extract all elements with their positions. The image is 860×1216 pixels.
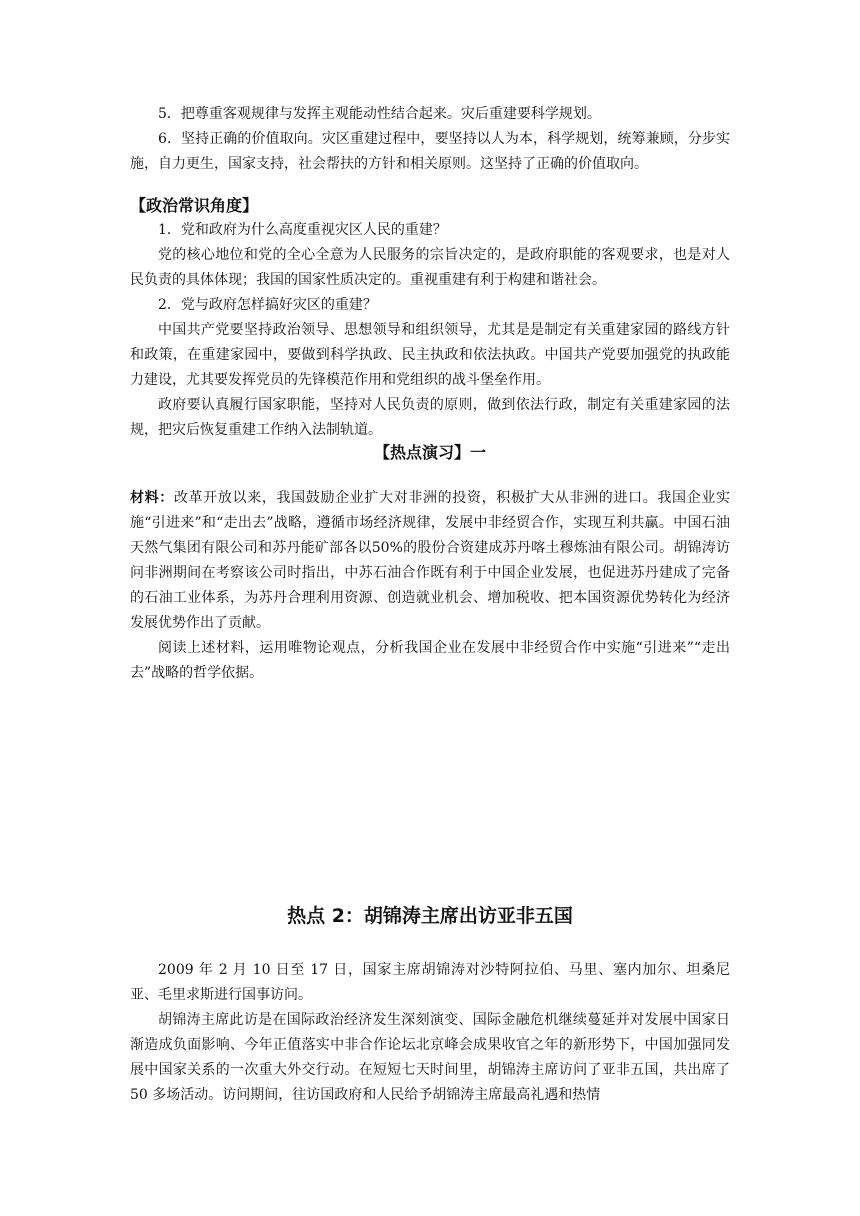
material-text: 改革开放以来，我国鼓励企业扩大对非洲的投资，积极扩大从非洲的进口。我国企业实施“引进来”和“走出去”战略，遵循市场经济规律，发展中非经贸合作，实现互利共赢。中国石油天然气集团有限公司和苏丹能矿部各以50%的股份合资建成苏丹喀土穆炼油有限公司。胡锦涛访问非洲期间在考察该公司时指出，中苏石油合作既有利于中国企业发展，也促进苏丹建成了完备的石油工业体系，为苏丹合理利用资源、创造就业机会、增加税收、把本国资源优势转化为经济发展优势作出了贡献。	[130, 490, 731, 631]
section-heading-politics: 【政治常识角度】	[130, 196, 259, 215]
material-label: 材料：	[130, 490, 174, 506]
point-5: 5．把尊重客观规律与发挥主观能动性结合起来。灾后重建要科学规划。	[158, 106, 601, 122]
point-6: 6．坚持正确的价值取向。灾区重建过程中，要坚持以人为本，科学规划，统筹兼顾，分步实施，自力更生，国家支持，社会帮扶的方针和相关原则。这坚持了正确的价值取向。	[130, 131, 730, 172]
hotspot-2-title: 热点 2：胡锦涛主席出访亚非五国	[287, 905, 573, 927]
question-1: 1．党和政府为什么高度重视灾区人民的重建？	[158, 222, 447, 238]
exercise-heading: 【热点演习】一	[373, 443, 486, 462]
question-2: 2．党与政府怎样搞好灾区的重建？	[158, 297, 377, 313]
hotspot-2-paragraph-2: 胡锦涛主席此访是在国际政治经济发生深刻演变、国际金融危机继续蔓延并对发展中国家日渐造成负面影响、今年正值落实中非合作论坛北京峰会成果收官之年的新形势下，中国加强同发展中国家关系的一次重大外交行动。在短短七天时间里，胡锦涛主席访问了亚非五国，共出席了 50 多场活动。访问期间，往访国政府和人民给予胡锦涛主席最高礼遇和热情	[130, 1012, 730, 1103]
philosophy-points	[130, 102, 730, 177]
exercise-section	[130, 486, 730, 686]
answer-2-party: 中国共产党要坚持政治领导、思想领导和组织领导，尤其是是制定有关重建家园的路线方针和政策，在重建家园中，要做到科学执政、民主执政和依法执政。中国共产党要加强党的执政能力建设，尤其要发挥党员的先锋模范作用和党组织的战斗堡垒作用。	[130, 322, 730, 388]
answer-2-government: 政府要认真履行国家职能，坚持对人民负责的原则，做到依法行政，制定有关重建家园的法规，把灾后恢复重建工作纳入法制轨道。	[130, 397, 730, 438]
answer-1: 党的核心地位和党的全心全意为人民服务的宗旨决定的，是政府职能的客观要求，也是对人民负责的具体体现；我国的国家性质决定的。重视重建有利于构建和谐社会。	[130, 247, 730, 288]
hotspot-2-paragraph-1: 2009 年 2 月 10 日至 17 日，国家主席胡锦涛对沙特阿拉伯、马里、塞内加尔、坦桑尼亚、毛里求斯进行国事访问。	[130, 962, 730, 1003]
politics-section	[130, 193, 730, 443]
hotspot-2-body	[130, 958, 730, 1108]
material-paragraph	[130, 486, 730, 636]
exercise-question: 阅读上述材料，运用唯物论观点，分析我国企业在发展中非经贸合作中实施“引进来”“走出去”战略的哲学依据。	[130, 640, 730, 681]
